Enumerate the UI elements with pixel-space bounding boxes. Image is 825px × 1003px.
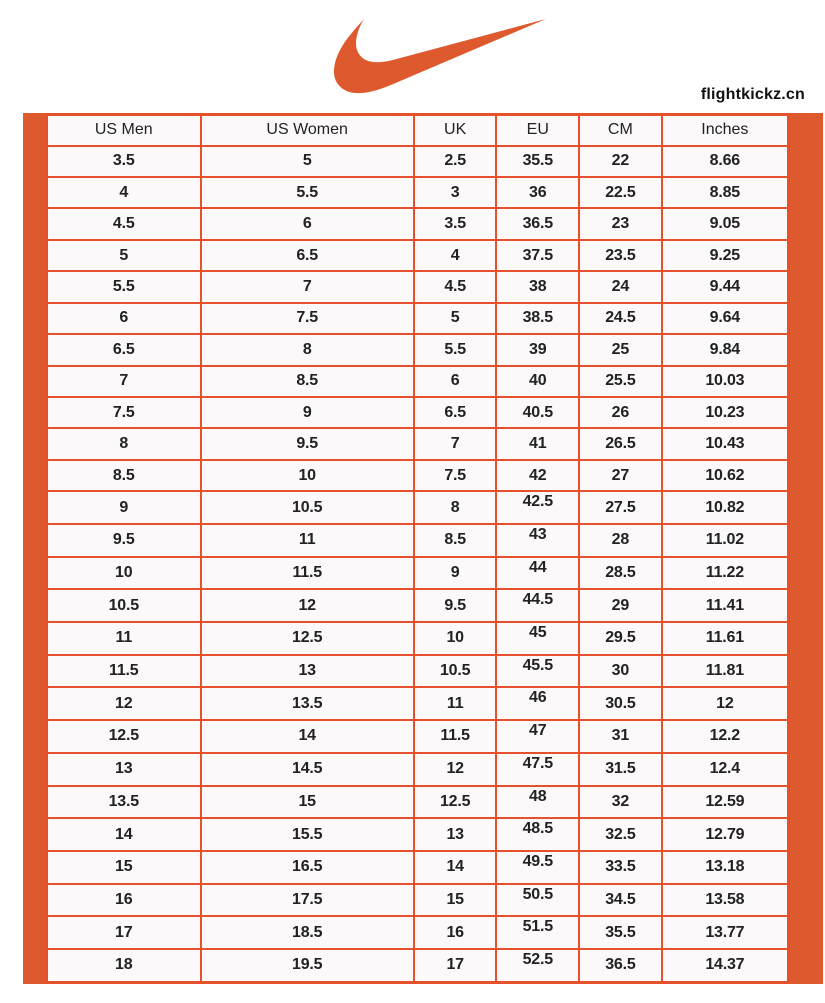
cell-us-men: 4 [47, 177, 201, 208]
cell-cm: 32 [579, 786, 662, 819]
cell-us-women: 11 [201, 524, 414, 557]
cell-us-men: 17 [47, 916, 201, 949]
cell-us-men: 13.5 [47, 786, 201, 819]
cell-inches: 10.43 [662, 428, 789, 459]
cell-uk: 9 [414, 557, 497, 590]
cell-us-men: 6.5 [47, 334, 201, 365]
table-row [47, 271, 789, 302]
cell-eu: 44.5 [496, 589, 579, 622]
cell-cm: 29.5 [579, 622, 662, 655]
cell-eu: 44 [496, 557, 579, 590]
table-row [47, 753, 789, 786]
cell-uk: 7 [414, 428, 497, 459]
cell-cm: 25.5 [579, 366, 662, 397]
cell-uk: 16 [414, 916, 497, 949]
nike-logo [331, 18, 549, 94]
table-row [47, 916, 789, 949]
site-url: flightkickz.cn [700, 86, 805, 103]
table-row [47, 949, 789, 983]
cell-cm: 36.5 [579, 949, 662, 983]
cell-eu: 35.5 [496, 146, 579, 177]
cell-inches: 8.85 [662, 177, 789, 208]
cell-eu: 36 [496, 177, 579, 208]
cell-uk: 6 [414, 366, 497, 397]
cell-inches: 12.59 [662, 786, 789, 819]
cell-inches: 9.64 [662, 303, 789, 334]
cell-uk: 6.5 [414, 397, 497, 428]
cell-inches: 9.05 [662, 208, 789, 239]
table-row [47, 397, 789, 428]
cell-us-men: 16 [47, 884, 201, 917]
cell-us-women: 13.5 [201, 687, 414, 720]
cell-uk: 4.5 [414, 271, 497, 302]
table-row [47, 460, 789, 491]
cell-us-women: 11.5 [201, 557, 414, 590]
column-header-cm: CM [579, 115, 662, 146]
column-header-us-women: US Women [201, 115, 414, 146]
cell-us-men: 12.5 [47, 720, 201, 753]
nike-swoosh-icon [331, 18, 549, 94]
cell-cm: 24.5 [579, 303, 662, 334]
cell-cm: 25 [579, 334, 662, 365]
cell-cm: 23 [579, 208, 662, 239]
cell-cm: 24 [579, 271, 662, 302]
cell-eu: 36.5 [496, 208, 579, 239]
cell-eu: 43 [496, 524, 579, 557]
cell-uk: 8.5 [414, 524, 497, 557]
cell-cm: 26.5 [579, 428, 662, 459]
cell-cm: 22 [579, 146, 662, 177]
cell-inches: 12.79 [662, 818, 789, 851]
cell-eu: 47.5 [496, 753, 579, 786]
cell-eu: 41 [496, 428, 579, 459]
cell-eu: 42 [496, 460, 579, 491]
cell-uk: 4 [414, 240, 497, 271]
cell-us-men: 10.5 [47, 589, 201, 622]
table-row [47, 240, 789, 271]
cell-eu: 49.5 [496, 851, 579, 884]
table-row [47, 334, 789, 365]
cell-cm: 22.5 [579, 177, 662, 208]
table-row [47, 428, 789, 459]
cell-cm: 27 [579, 460, 662, 491]
cell-us-men: 15 [47, 851, 201, 884]
cell-uk: 14 [414, 851, 497, 884]
cell-inches: 10.62 [662, 460, 789, 491]
cell-uk: 3 [414, 177, 497, 208]
cell-eu: 45.5 [496, 655, 579, 688]
cell-cm: 31.5 [579, 753, 662, 786]
cell-uk: 5.5 [414, 334, 497, 365]
column-header-eu: EU [496, 115, 579, 146]
cell-inches: 12 [662, 687, 789, 720]
cell-eu: 46 [496, 687, 579, 720]
size-table [45, 113, 790, 984]
cell-cm: 34.5 [579, 884, 662, 917]
cell-inches: 9.44 [662, 271, 789, 302]
column-header-uk: UK [414, 115, 497, 146]
cell-uk: 11 [414, 687, 497, 720]
cell-cm: 35.5 [579, 916, 662, 949]
cell-us-men: 7 [47, 366, 201, 397]
table-body [47, 146, 789, 983]
table-row [47, 524, 789, 557]
cell-cm: 27.5 [579, 491, 662, 524]
cell-cm: 32.5 [579, 818, 662, 851]
cell-us-women: 9.5 [201, 428, 414, 459]
cell-eu: 42.5 [496, 491, 579, 524]
cell-cm: 29 [579, 589, 662, 622]
cell-us-women: 9 [201, 397, 414, 428]
cell-us-women: 10 [201, 460, 414, 491]
cell-us-women: 13 [201, 655, 414, 688]
cell-inches: 11.02 [662, 524, 789, 557]
cell-uk: 10.5 [414, 655, 497, 688]
table-row [47, 146, 789, 177]
table-row [47, 655, 789, 688]
cell-us-women: 12.5 [201, 622, 414, 655]
cell-inches: 12.4 [662, 753, 789, 786]
cell-us-men: 8 [47, 428, 201, 459]
cell-us-men: 14 [47, 818, 201, 851]
cell-eu: 51.5 [496, 916, 579, 949]
cell-us-men: 12 [47, 687, 201, 720]
cell-inches: 9.25 [662, 240, 789, 271]
table-row [47, 366, 789, 397]
table-row [47, 177, 789, 208]
cell-us-women: 14.5 [201, 753, 414, 786]
cell-cm: 30 [579, 655, 662, 688]
cell-us-women: 15 [201, 786, 414, 819]
cell-eu: 38 [496, 271, 579, 302]
table-row [47, 303, 789, 334]
cell-us-women: 5.5 [201, 177, 414, 208]
cell-us-men: 18 [47, 949, 201, 983]
cell-cm: 28.5 [579, 557, 662, 590]
cell-eu: 45 [496, 622, 579, 655]
cell-us-men: 3.5 [47, 146, 201, 177]
cell-us-men: 8.5 [47, 460, 201, 491]
table-row [47, 884, 789, 917]
cell-inches: 12.2 [662, 720, 789, 753]
cell-us-men: 6 [47, 303, 201, 334]
table-row [47, 818, 789, 851]
cell-eu: 52.5 [496, 949, 579, 983]
cell-cm: 26 [579, 397, 662, 428]
cell-us-men: 11.5 [47, 655, 201, 688]
cell-us-women: 7 [201, 271, 414, 302]
cell-uk: 13 [414, 818, 497, 851]
right-accent-bar [790, 113, 823, 984]
cell-inches: 13.18 [662, 851, 789, 884]
cell-uk: 3.5 [414, 208, 497, 239]
size-chart [23, 113, 823, 984]
cell-eu: 40.5 [496, 397, 579, 428]
cell-uk: 7.5 [414, 460, 497, 491]
cell-us-women: 15.5 [201, 818, 414, 851]
cell-us-women: 10.5 [201, 491, 414, 524]
cell-us-women: 7.5 [201, 303, 414, 334]
cell-eu: 50.5 [496, 884, 579, 917]
cell-inches: 11.22 [662, 557, 789, 590]
cell-us-women: 8.5 [201, 366, 414, 397]
cell-uk: 15 [414, 884, 497, 917]
cell-us-men: 13 [47, 753, 201, 786]
cell-uk: 11.5 [414, 720, 497, 753]
left-accent-bar [23, 113, 45, 984]
table-row [47, 208, 789, 239]
cell-eu: 40 [496, 366, 579, 397]
cell-us-men: 10 [47, 557, 201, 590]
table-header [47, 115, 789, 146]
cell-us-men: 7.5 [47, 397, 201, 428]
table-row [47, 491, 789, 524]
cell-inches: 8.66 [662, 146, 789, 177]
cell-inches: 9.84 [662, 334, 789, 365]
cell-eu: 48 [496, 786, 579, 819]
cell-inches: 11.61 [662, 622, 789, 655]
table-row [47, 622, 789, 655]
cell-us-women: 8 [201, 334, 414, 365]
cell-cm: 23.5 [579, 240, 662, 271]
cell-uk: 2.5 [414, 146, 497, 177]
cell-us-men: 9 [47, 491, 201, 524]
column-header-us-men: US Men [47, 115, 201, 146]
cell-us-women: 6 [201, 208, 414, 239]
cell-us-men: 11 [47, 622, 201, 655]
header-row [47, 115, 789, 146]
cell-us-women: 18.5 [201, 916, 414, 949]
cell-cm: 31 [579, 720, 662, 753]
cell-us-men: 5 [47, 240, 201, 271]
cell-uk: 9.5 [414, 589, 497, 622]
cell-inches: 10.82 [662, 491, 789, 524]
cell-eu: 38.5 [496, 303, 579, 334]
cell-uk: 10 [414, 622, 497, 655]
cell-cm: 30.5 [579, 687, 662, 720]
cell-inches: 10.03 [662, 366, 789, 397]
table-row [47, 589, 789, 622]
cell-us-women: 12 [201, 589, 414, 622]
cell-inches: 13.77 [662, 916, 789, 949]
cell-inches: 11.81 [662, 655, 789, 688]
cell-cm: 28 [579, 524, 662, 557]
cell-eu: 39 [496, 334, 579, 365]
cell-cm: 33.5 [579, 851, 662, 884]
cell-inches: 13.58 [662, 884, 789, 917]
table-row [47, 557, 789, 590]
cell-us-women: 5 [201, 146, 414, 177]
cell-us-men: 9.5 [47, 524, 201, 557]
cell-us-men: 5.5 [47, 271, 201, 302]
cell-us-women: 17.5 [201, 884, 414, 917]
cell-inches: 14.37 [662, 949, 789, 983]
cell-us-women: 6.5 [201, 240, 414, 271]
cell-uk: 17 [414, 949, 497, 983]
table-row [47, 851, 789, 884]
cell-uk: 5 [414, 303, 497, 334]
cell-uk: 12 [414, 753, 497, 786]
cell-us-men: 4.5 [47, 208, 201, 239]
table-row [47, 720, 789, 753]
cell-uk: 8 [414, 491, 497, 524]
cell-inches: 10.23 [662, 397, 789, 428]
cell-eu: 47 [496, 720, 579, 753]
cell-eu: 37.5 [496, 240, 579, 271]
cell-us-women: 16.5 [201, 851, 414, 884]
table-row [47, 786, 789, 819]
column-header-inches: Inches [662, 115, 789, 146]
cell-us-women: 14 [201, 720, 414, 753]
cell-inches: 11.41 [662, 589, 789, 622]
cell-us-women: 19.5 [201, 949, 414, 983]
cell-uk: 12.5 [414, 786, 497, 819]
table-row [47, 687, 789, 720]
cell-eu: 48.5 [496, 818, 579, 851]
